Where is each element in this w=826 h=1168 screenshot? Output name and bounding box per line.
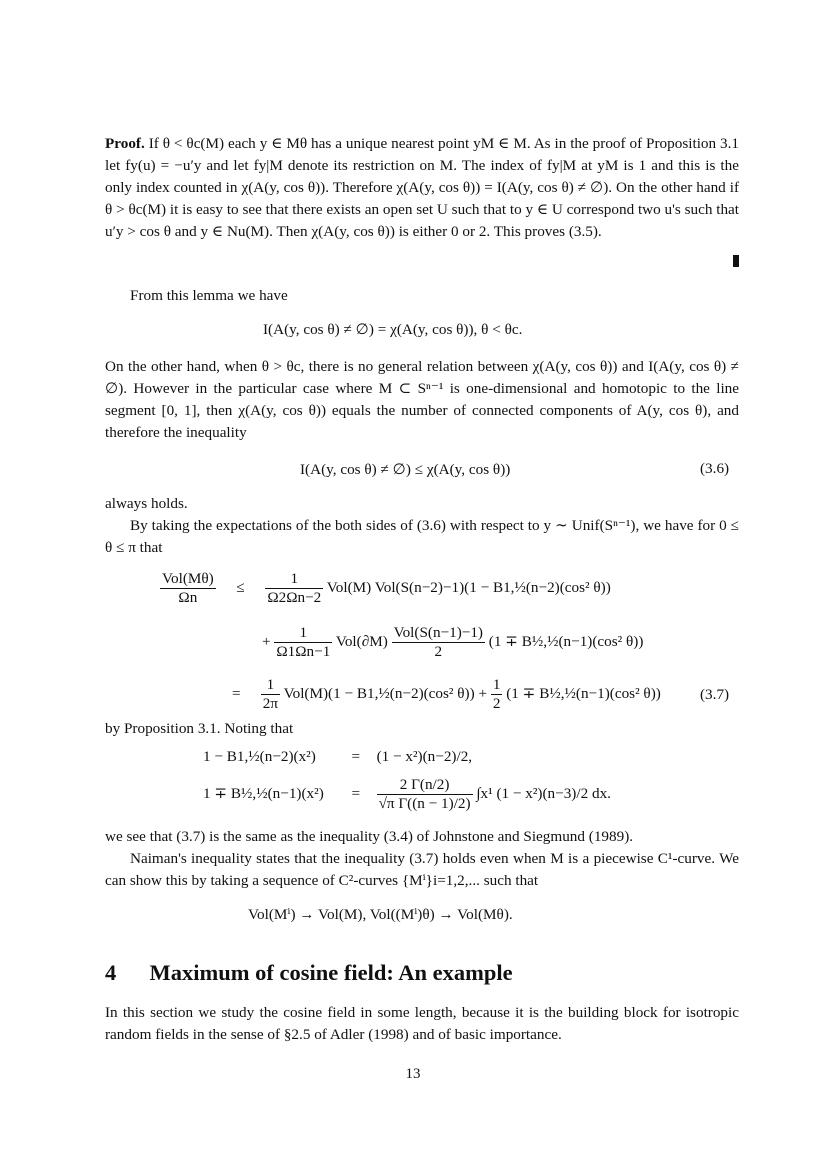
eq37-line3: = $\frac{1}{2\pi}$ Vol(M)(1 − B1,½(n−2)(cos² θ)) + $\frac{1}{2}$ (1 ∓ B½,½(n−1)(cos² θ)) — [232, 676, 661, 712]
always-holds: always holds. — [105, 495, 188, 512]
equation-lemma: I(A(y, cos θ) ≠ ∅) = χ(A(y, cos θ)), θ < θc. — [263, 321, 523, 338]
eq-beta-line2: 1 ∓ B½,½(n−1)(x²) = $\frac{2 \Gamma(n/2)}{\text{√π Γ((n − 1)/2)}}$ ∫x¹ (1 − x²)(n−3)/2 dx. — [203, 776, 611, 812]
eq-beta-gamma-frac: $\frac{2 \Gamma(n/2)}{\text{√π Γ((n − 1)/2)}}$ — [378, 776, 471, 812]
equation-3-6-number: (3.6) — [700, 460, 730, 477]
eq37-line1: $\frac{\text{Vol(Mθ)}}{\Omega n}$ ≤ $\frac{1}{\Omega 2\Omega n-2}$ Vol(M) Vol(S(n−2)−1)(1 − B1,½(n−2)(cos² θ)) — [162, 570, 611, 606]
proof-paragraph — [105, 133, 739, 243]
eq37-t2-vol-frac: $\frac{\text{Vol(S(n−1)−1)}}{2}$ — [393, 624, 483, 660]
section-title: Maximum of cosine field: An example — [149, 960, 513, 985]
qed-mark — [733, 255, 739, 267]
equation-limit: Vol(Mⁱ) → Vol(M), Vol((Mⁱ)θ) → Vol(Mθ). — [248, 906, 513, 923]
section-heading — [105, 960, 513, 986]
proof-text: If θ < θc(M) each y ∈ Mθ has a unique nearest point yM ∈ M. As in the proof of Proposition 3.1 let fy(u) = −u′y and let fy|M denote its restriction on M. The index of fy|M at yM is 1 and this is the only index counted in χ(A(y, cos θ)). Therefore χ(A(y, cos θ)) = I(A(y, cos θ) ≠ ∅). On the other hand if θ > θc(M) it is easy to see that there exists an open set U such that to y ∈ U correspond two u's such that u′y > cos θ and y ∈ Nu(M). Then χ(A(y, cos θ)) is either 0 or 2. This proves (3.5). — [105, 135, 739, 240]
eq37-t1-frac: $\frac{1}{\Omega 2\Omega n-2}$ — [267, 570, 322, 606]
comparison-paragraph: we see that (3.7) is the same as the inequality (3.4) of Johnstone and Siegmund (1989). — [105, 828, 634, 845]
eq37-t3-frac: $\frac{1}{2\pi}$ — [262, 676, 279, 712]
eq37-t2-frac: $\frac{1}{\Omega 1\Omega n-1}$ — [276, 624, 331, 660]
section-paragraph: In this section we study the cosine field in some length, because it is the building block for isotropic random fields in the sense of §2.5 of Adler (1998) and of basic importance. — [105, 1004, 739, 1043]
eq37-line2: + $\frac{1}{\Omega 1\Omega n-1}$ Vol(∂M) $\frac{\text{Vol(S(n−1)−1)}}{2}$ (1 ∓ B½,½(n−1)(cos² θ)) — [262, 624, 644, 660]
eq-beta-line1: 1 − B1,½(n−2)(x²) = (1 − x²)(n−2)/2, — [203, 748, 473, 765]
eq37-lhs-frac: $\frac{\text{Vol(Mθ)}}{\Omega n}$ — [162, 570, 214, 606]
section-number: 4 — [105, 960, 117, 985]
equation-3-7-number: (3.7) — [700, 686, 730, 703]
page-number: 13 — [405, 1066, 421, 1082]
proof-label: Proof. — [105, 135, 145, 152]
expectation-paragraph: By taking the expectations of the both sides of (3.6) with respect to y ∼ Unif(Sⁿ⁻¹), we have for 0 ≤ θ ≤ π that — [105, 517, 739, 556]
equation-3-6: I(A(y, cos θ) ≠ ∅) ≤ χ(A(y, cos θ)) — [300, 461, 511, 478]
by-proposition: by Proposition 3.1. Noting that — [105, 720, 294, 737]
naiman-paragraph: Naiman's inequality states that the inequality (3.7) holds even when M is a piecewise C¹-curve. We can show this by taking a sequence of C²-curves {Mⁱ}i=1,2,... such that — [105, 850, 739, 889]
lemma-intro: From this lemma we have — [130, 287, 288, 304]
eq37-half-frac: $\frac{1}{2}$ — [492, 676, 501, 712]
other-hand-paragraph: On the other hand, when θ > θc, there is no general relation between χ(A(y, cos θ)) and I(A(y, cos θ) ≠ ∅). However in the particular case where M ⊂ Sⁿ⁻¹ is one-dimensional and homotopic to the line segment [0, 1], then χ(A(y, cos θ)) equals the number of connected components of A(y, cos θ), and therefore the inequality — [105, 358, 739, 441]
